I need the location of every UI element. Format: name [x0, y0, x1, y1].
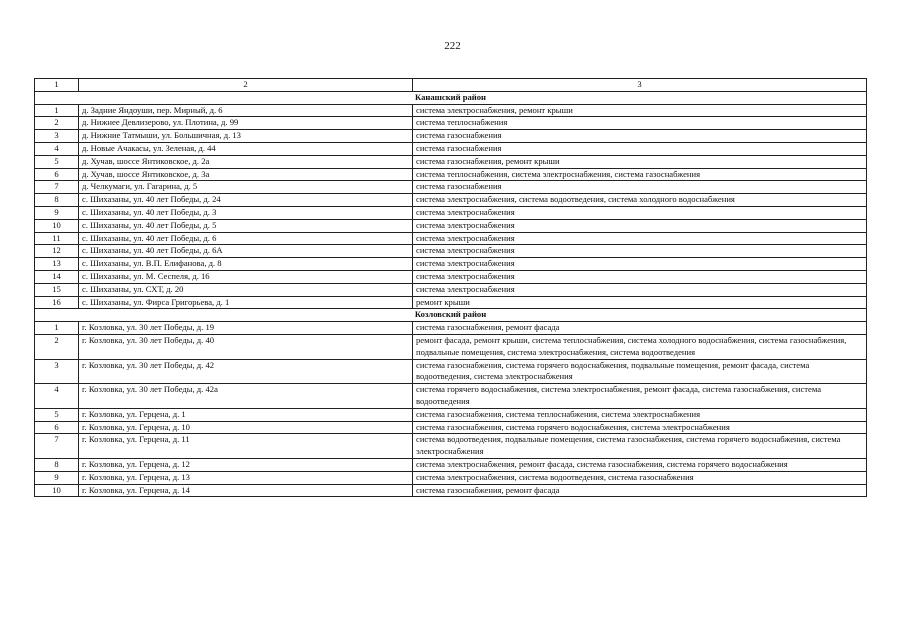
- table-row: [35, 168, 867, 181]
- table-row: [35, 181, 867, 194]
- table-row: [35, 194, 867, 207]
- row-number: 7: [35, 181, 79, 194]
- row-number: 10: [35, 219, 79, 232]
- works-cell: система электроснабжения, система водоотведения, система холодного водоснабжения: [413, 194, 867, 207]
- table-row: [35, 408, 867, 421]
- column-number-3: 3: [413, 79, 867, 92]
- address-cell: д. Хучав, шоссе Янтиковское, д. 2а: [79, 155, 413, 168]
- works-cell: система электроснабжения: [413, 245, 867, 258]
- table-row: [35, 270, 867, 283]
- table-row: [35, 245, 867, 258]
- column-number-1: 1: [35, 79, 79, 92]
- address-cell: с. Шихазаны, ул. Фирса Григорьева, д. 1: [79, 296, 413, 309]
- address-cell: с. Шихазаны, ул. 40 лет Победы, д. 5: [79, 219, 413, 232]
- table-row: [35, 104, 867, 117]
- works-cell: система газоснабжения, система горячего водоснабжения, система электроснабжения: [413, 421, 867, 434]
- row-number: 3: [35, 359, 79, 384]
- table-row: [35, 334, 867, 359]
- row-number: 13: [35, 258, 79, 271]
- row-number: 1: [35, 322, 79, 335]
- row-number: 1: [35, 104, 79, 117]
- works-cell: система электроснабжения, ремонт фасада, система газоснабжения, система горячего водоснабжения: [413, 458, 867, 471]
- row-number: 2: [35, 117, 79, 130]
- row-number: 10: [35, 484, 79, 497]
- row-number: 3: [35, 130, 79, 143]
- row-number: 15: [35, 283, 79, 296]
- works-cell: система газоснабжения, ремонт крыши: [413, 155, 867, 168]
- row-number: 9: [35, 206, 79, 219]
- row-number: 8: [35, 194, 79, 207]
- table-row: [35, 117, 867, 130]
- address-cell: с. Шихазаны, ул. 40 лет Победы, д. 3: [79, 206, 413, 219]
- address-cell: г. Козловка, ул. 30 лет Победы, д. 19: [79, 322, 413, 335]
- table-row: [35, 130, 867, 143]
- row-number: 16: [35, 296, 79, 309]
- row-number: 8: [35, 458, 79, 471]
- address-cell: с. Шихазаны, ул. М. Сеспеля, д. 16: [79, 270, 413, 283]
- row-number: 6: [35, 421, 79, 434]
- row-number: 12: [35, 245, 79, 258]
- table-row: [35, 142, 867, 155]
- table-row: [35, 258, 867, 271]
- address-cell: г. Козловка, ул. 30 лет Победы, д. 42: [79, 359, 413, 384]
- address-cell: с. Шихазаны, ул. СХТ, д. 20: [79, 283, 413, 296]
- table-row: [35, 322, 867, 335]
- works-cell: система газоснабжения, ремонт фасада: [413, 322, 867, 335]
- page-number: 222: [444, 40, 461, 52]
- address-cell: д. Новые Ачакасы, ул. Зеленая, д. 44: [79, 142, 413, 155]
- works-cell: система электроснабжения: [413, 232, 867, 245]
- table-row: [35, 421, 867, 434]
- address-cell: с. Шихазаны, ул. В.П. Елифанова, д. 8: [79, 258, 413, 271]
- works-cell: система теплоснабжения, система электроснабжения, система газоснабжения: [413, 168, 867, 181]
- table-row: [35, 232, 867, 245]
- address-cell: г. Козловка, ул. 30 лет Победы, д. 42а: [79, 384, 413, 409]
- address-cell: г. Козловка, ул. 30 лет Победы, д. 40: [79, 334, 413, 359]
- address-cell: д. Челкумаги, ул. Гагарина, д. 5: [79, 181, 413, 194]
- address-cell: д. Нижнее Девлизерово, ул. Плотина, д. 99: [79, 117, 413, 130]
- table-row: [35, 484, 867, 497]
- works-cell: система электроснабжения: [413, 206, 867, 219]
- works-cell: система электроснабжения, система водоотведения, система газоснабжения: [413, 471, 867, 484]
- table-row: [35, 384, 867, 409]
- address-cell: с. Шихазаны, ул. 40 лет Победы, д. 6А: [79, 245, 413, 258]
- works-cell: система газоснабжения: [413, 181, 867, 194]
- works-cell: система электроснабжения: [413, 270, 867, 283]
- works-cell: ремонт фасада, ремонт крыши, система теплоснабжения, система холодного водоснабжения, система газоснабжения, подвальные помещения, система электроснабжения, система водоотведения: [413, 334, 867, 359]
- row-number: 9: [35, 471, 79, 484]
- address-cell: д. Хучав, шоссе Янтиковское, д. 3а: [79, 168, 413, 181]
- works-cell: система газоснабжения, ремонт фасада: [413, 484, 867, 497]
- address-cell: г. Козловка, ул. Герцена, д. 1: [79, 408, 413, 421]
- works-cell: система газоснабжения, система горячего водоснабжения, подвальные помещения, ремонт фасада, система водоотведения, система электроснабжения: [413, 359, 867, 384]
- district-heading-row: [35, 309, 867, 322]
- row-number: 4: [35, 384, 79, 409]
- column-number-2: 2: [79, 79, 413, 92]
- table-row: [35, 359, 867, 384]
- address-cell: д. Нижние Татмыши, ул. Большичная, д. 13: [79, 130, 413, 143]
- table-row: [35, 219, 867, 232]
- table-row: [35, 296, 867, 309]
- address-cell: г. Козловка, ул. Герцена, д. 14: [79, 484, 413, 497]
- address-cell: г. Козловка, ул. Герцена, д. 12: [79, 458, 413, 471]
- works-cell: система электроснабжения: [413, 283, 867, 296]
- table-row: [35, 434, 867, 459]
- works-cell: ремонт крыши: [413, 296, 867, 309]
- address-cell: с. Шихазаны, ул. 40 лет Победы, д. 24: [79, 194, 413, 207]
- works-cell: система горячего водоснабжения, система электроснабжения, ремонт фасада, система газоснабжения, система водоотведения: [413, 384, 867, 409]
- table-row: [35, 206, 867, 219]
- address-cell: д. Задние Яндоуши, пер. Мирный, д. 6: [79, 104, 413, 117]
- district-heading-row: [35, 91, 867, 104]
- works-cell: система газоснабжения: [413, 130, 867, 143]
- district-heading: Козловский район: [35, 309, 867, 322]
- table-body: [35, 79, 867, 497]
- address-cell: с. Шихазаны, ул. 40 лет Победы, д. 6: [79, 232, 413, 245]
- works-cell: система теплоснабжения: [413, 117, 867, 130]
- address-cell: г. Козловка, ул. Герцена, д. 11: [79, 434, 413, 459]
- row-number: 14: [35, 270, 79, 283]
- table-row: [35, 458, 867, 471]
- table-row: [35, 155, 867, 168]
- works-cell: система электроснабжения: [413, 219, 867, 232]
- row-number: 7: [35, 434, 79, 459]
- address-cell: г. Козловка, ул. Герцена, д. 10: [79, 421, 413, 434]
- row-number: 5: [35, 408, 79, 421]
- works-cell: система электроснабжения: [413, 258, 867, 271]
- table-row: [35, 283, 867, 296]
- works-cell: система водоотведения, подвальные помещения, система газоснабжения, система горячего водоснабжения, система электроснабжения: [413, 434, 867, 459]
- row-number: 5: [35, 155, 79, 168]
- works-cell: система газоснабжения, система теплоснабжения, система электроснабжения: [413, 408, 867, 421]
- repair-register-table: [34, 78, 867, 497]
- row-number: 11: [35, 232, 79, 245]
- district-heading: Канашский район: [35, 91, 867, 104]
- address-cell: г. Козловка, ул. Герцена, д. 13: [79, 471, 413, 484]
- row-number: 6: [35, 168, 79, 181]
- table-row: [35, 471, 867, 484]
- column-number-row: [35, 79, 867, 92]
- row-number: 4: [35, 142, 79, 155]
- works-cell: система электроснабжения, ремонт крыши: [413, 104, 867, 117]
- row-number: 2: [35, 334, 79, 359]
- works-cell: система газоснабжения: [413, 142, 867, 155]
